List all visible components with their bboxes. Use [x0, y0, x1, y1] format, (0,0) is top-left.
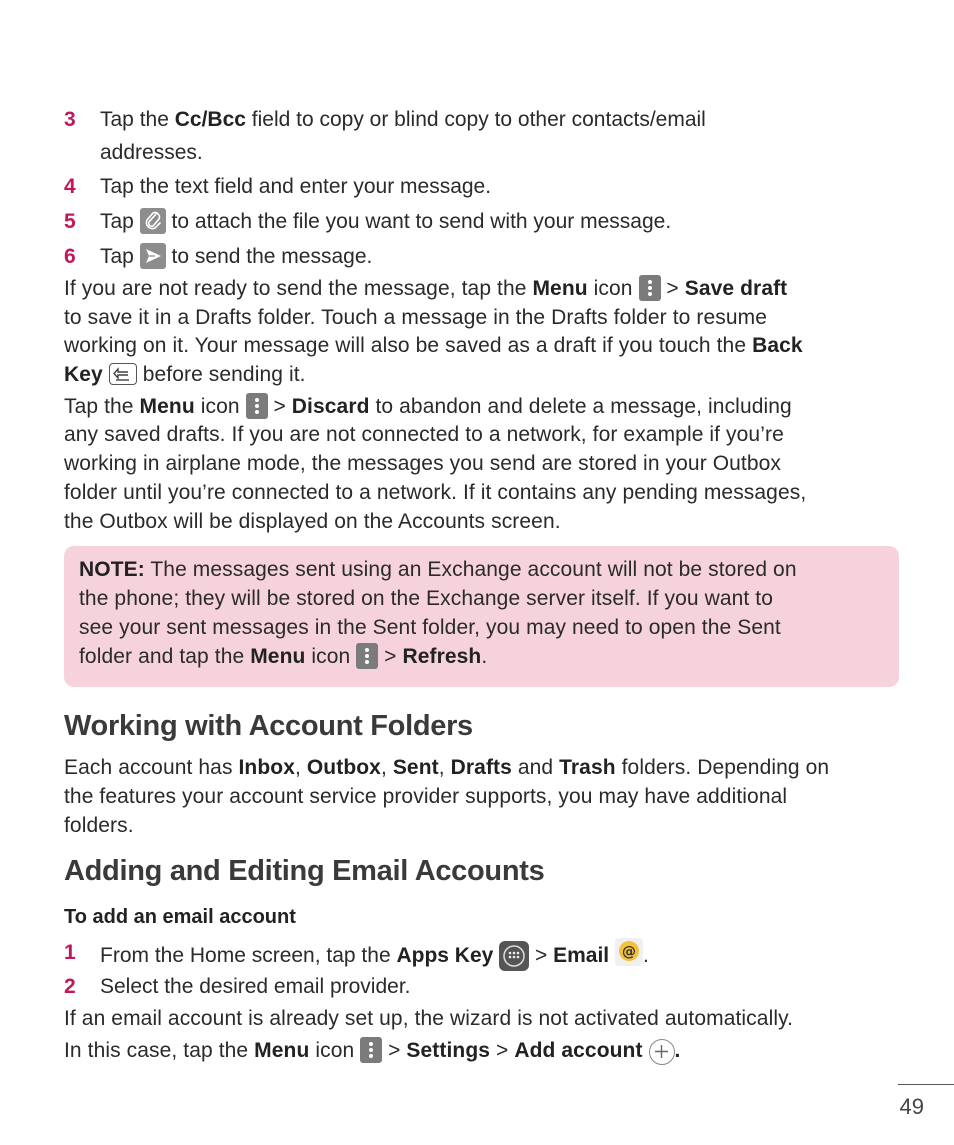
paragraph-line: the Outbox will be displayed on the Accounts screen. [64, 510, 561, 533]
step-number: 5 [64, 210, 76, 233]
step-number: 3 [64, 108, 76, 131]
step-number: 1 [64, 941, 76, 964]
apps-key-icon [499, 941, 529, 971]
note-line: see your sent messages in the Sent folder, you may need to open the Sent [79, 616, 781, 639]
section-heading: Working with Account Folders [64, 710, 473, 742]
subheading: To add an email account [64, 906, 296, 928]
paragraph-line: Tap the Menu icon > Discard to abandon and delete a message, including [64, 395, 792, 418]
paperclip-icon [140, 208, 166, 234]
paragraph-line: folder until you’re connected to a network. If it contains any pending messages, [64, 481, 807, 504]
step-number: 2 [64, 975, 76, 998]
paragraph-line: any saved drafts. If you are not connected to a network, for example if you’re [64, 423, 784, 446]
paragraph-line: In this case, tap the Menu icon > Settings > Add account . [64, 1036, 900, 1065]
step-3-text-cont: addresses. [100, 141, 203, 164]
paragraph-line: to save it in a Drafts folder. Touch a message in the Drafts folder to resume [64, 306, 767, 329]
step-3-text: Tap the Cc/Bcc field to copy or blind copy to other contacts/email [100, 108, 706, 131]
menu-icon [360, 1037, 382, 1063]
svg-text:@: @ [621, 944, 636, 960]
paragraph-line: Key before sending it. [64, 363, 306, 386]
paragraph-line: If you are not ready to send the message, tap the Menu icon > Save draft [64, 277, 788, 300]
menu-icon [639, 275, 661, 301]
menu-icon [246, 393, 268, 419]
paragraph-line: folders. [64, 814, 134, 837]
email-app-icon [615, 938, 643, 966]
step-6-text: Tap to send the message. [100, 245, 373, 268]
step-4-text: Tap the text field and enter your message. [100, 175, 492, 198]
note-line: the phone; they will be stored on the Exchange server itself. If you want to [79, 587, 773, 610]
menu-icon [356, 643, 378, 669]
plus-icon [649, 1039, 675, 1065]
step-1-text: From the Home screen, tap the Apps Key > Email @ . [100, 938, 649, 971]
page-number-rule [898, 1084, 954, 1085]
back-key-icon [109, 363, 137, 385]
note-line: folder and tap the Menu icon > Refresh. [79, 645, 488, 668]
step-5-text: Tap to attach the file you want to send with your message. [100, 210, 672, 233]
section-heading: Adding and Editing Email Accounts [64, 855, 545, 887]
note-line: NOTE: The messages sent using an Exchange account will not be stored on [79, 558, 797, 581]
step-number: 6 [64, 245, 76, 268]
paragraph-line: working on it. Your message will also be saved as a draft if you touch the Back [64, 334, 803, 357]
note-label: NOTE: [79, 558, 145, 581]
paragraph-line: Each account has Inbox, Outbox, Sent, Drafts and Trash folders. Depending on [64, 756, 830, 779]
send-icon [140, 243, 166, 269]
page-number: 49 [899, 1094, 924, 1119]
paragraph-line: If an email account is already set up, the wizard is not activated automatically. [64, 1007, 794, 1030]
paragraph-line: working in airplane mode, the messages you send are stored in your Outbox [64, 452, 782, 475]
step-2-text: Select the desired email provider. [100, 975, 411, 998]
paragraph-line: the features your account service provider supports, you may have additional [64, 785, 788, 808]
step-number: 4 [64, 175, 76, 198]
